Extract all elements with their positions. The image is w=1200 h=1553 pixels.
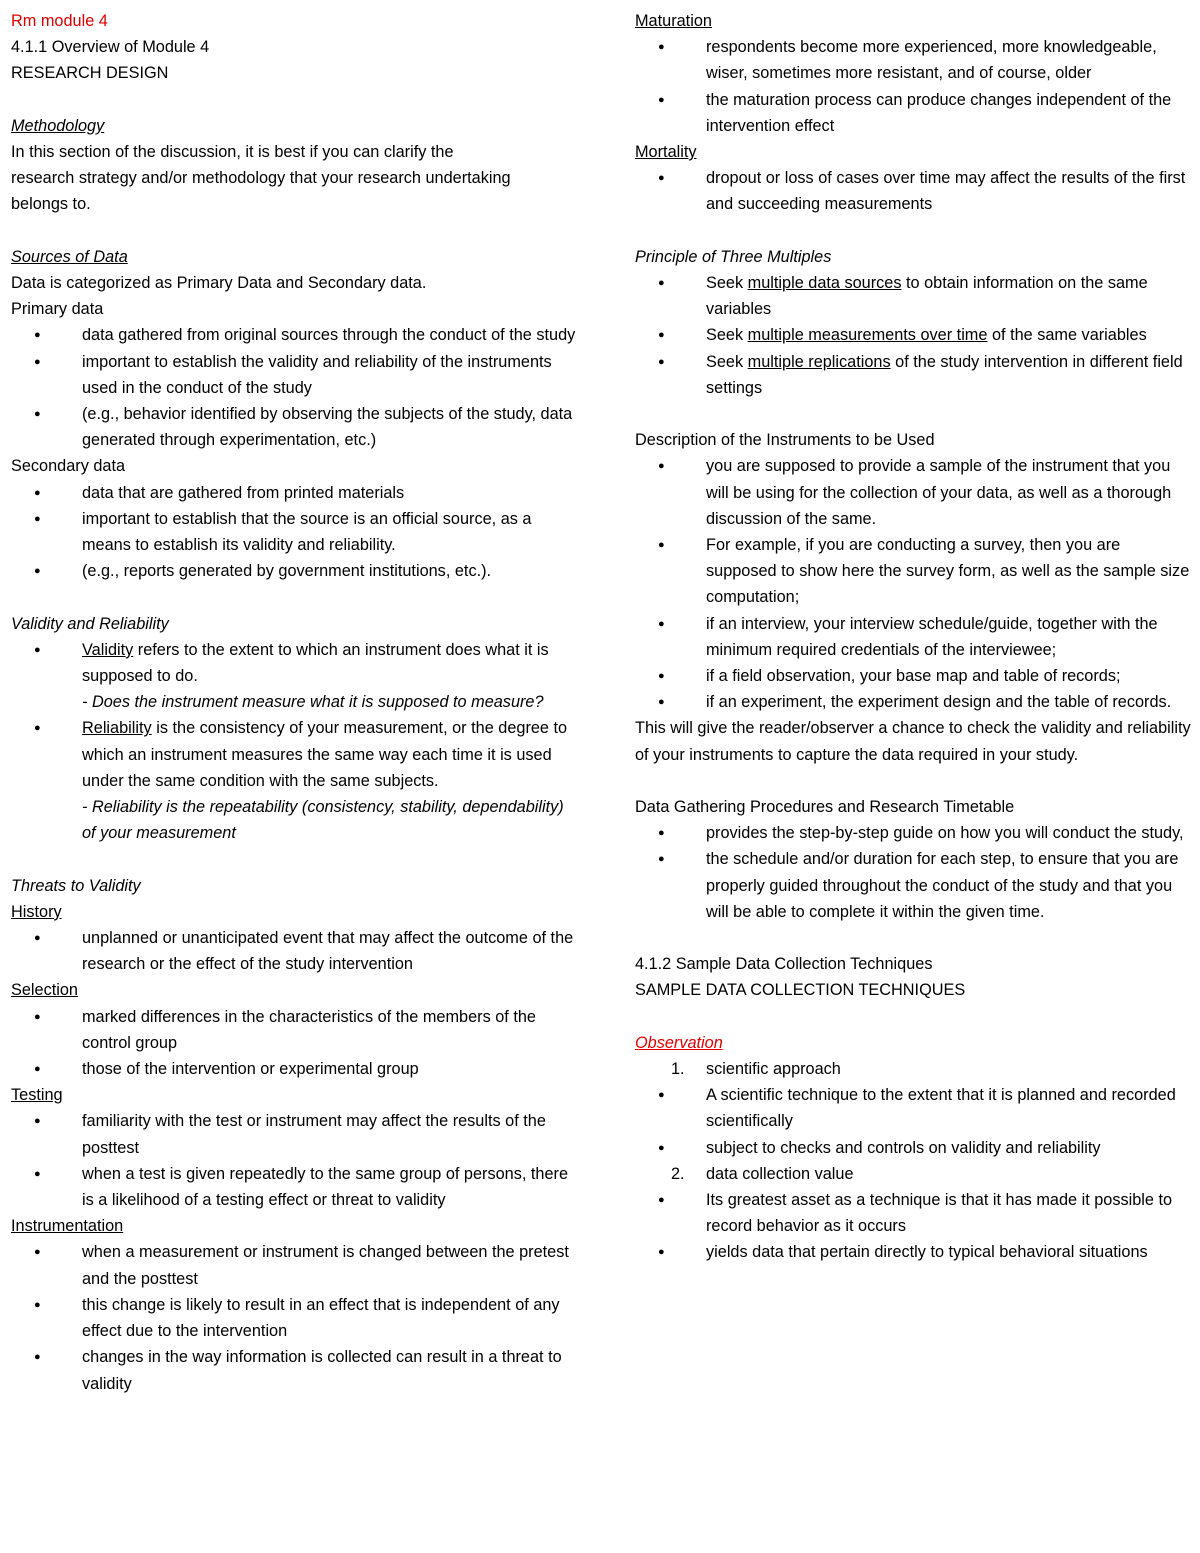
list-item: ● A scientific technique to the extent that it is planned and recorded scientifically bbox=[635, 1082, 1195, 1134]
list-item: ● if an interview, your interview schedule/guide, together with the minimum required credentials of the interviewee; bbox=[635, 611, 1195, 663]
history-list bbox=[11, 925, 576, 977]
item-text: of the same variables bbox=[987, 326, 1147, 345]
section-heading-sample: 4.1.2 Sample Data Collection Techniques bbox=[635, 955, 933, 974]
list-item: ● dropout or loss of cases over time may affect the results of the first and succeeding measurements bbox=[635, 165, 1195, 217]
sources-intro: Data is categorized as Primary Data and Secondary data. bbox=[11, 274, 427, 292]
item-number: 2. bbox=[671, 1164, 685, 1183]
validity-text: refers to the extent to which an instrument does what it is supposed to do. bbox=[82, 640, 549, 686]
list-item: ● changes in the way information is collected can result in a threat to validity bbox=[11, 1344, 576, 1396]
observation-heading: Observation bbox=[635, 1033, 723, 1052]
reliability-note: - Reliability is the repeatability (consistency, stability, dependability) of your measurement bbox=[82, 798, 564, 843]
three-multiples-heading: Principle of Three Multiples bbox=[635, 247, 832, 266]
numbered-item bbox=[635, 1161, 1195, 1187]
reliability-text: is the consistency of your measurement, or the degree to which an instrument measures the same way each time it is used under the same condition with the same subjects. bbox=[82, 719, 568, 790]
instrumentation-list bbox=[11, 1239, 576, 1396]
methodology-text: In this section of the discussion, it is best if you can clarify the research strategy and/or methodology that your research undertaking belongs to. bbox=[11, 143, 511, 214]
maturation-label: Maturation bbox=[635, 12, 712, 30]
list-item: ● data that are gathered from printed materials bbox=[11, 480, 576, 506]
list-item: ● subject to checks and controls on validity and reliability bbox=[635, 1135, 1195, 1161]
testing-list bbox=[11, 1108, 576, 1213]
seek-word: Seek bbox=[706, 274, 748, 293]
methodology-heading: Methodology bbox=[11, 116, 105, 135]
list-item: ● For example, if you are conducting a survey, then you are supposed to show here the survey form, as well as the sample size computation; bbox=[635, 532, 1195, 611]
instrumentation-label: Instrumentation bbox=[11, 1217, 124, 1236]
procedures-list bbox=[635, 820, 1195, 925]
list-item: ● those of the intervention or experimental group bbox=[11, 1056, 576, 1082]
list-item: ● the schedule and/or duration for each step, to ensure that you are properly guided throughout the conduct of the study and that you will be able to complete it within the given time. bbox=[635, 846, 1195, 925]
validity-term: Validity bbox=[82, 640, 134, 659]
list-item: ● important to establish the validity and reliability of the instruments used in the conduct of the study bbox=[11, 349, 576, 401]
threats-heading: Threats to Validity bbox=[11, 876, 141, 895]
mortality-list bbox=[635, 165, 1195, 217]
multiple-measurements: multiple measurements over time bbox=[747, 326, 988, 345]
selection-label: Selection bbox=[11, 981, 78, 1000]
reliability-term: Reliability bbox=[82, 719, 152, 738]
sources-heading: Sources of Data bbox=[11, 247, 128, 266]
list-item: ● Its greatest asset as a technique is that it has made it possible to record behavior as it occurs bbox=[635, 1187, 1195, 1239]
three-multiples-list bbox=[635, 270, 1195, 401]
list-item: ● you are supposed to provide a sample of the instrument that you will be using for the collection of your data, as well as a thorough discussion of the same. bbox=[635, 453, 1195, 532]
right-column bbox=[635, 8, 1195, 1266]
multiple-replications: multiple replications bbox=[747, 352, 891, 371]
instruments-closing: This will give the reader/observer a chance to check the validity and reliability of your instruments to capture the data required in your study. bbox=[635, 719, 1191, 764]
sample-techniques-heading: SAMPLE DATA COLLECTION TECHNIQUES bbox=[635, 981, 966, 1000]
list-item: ● provides the step-by-step guide on how you will conduct the study, bbox=[635, 820, 1195, 846]
instruments-list bbox=[635, 453, 1195, 715]
secondary-data-label: Secondary data bbox=[11, 457, 126, 476]
secondary-data-list bbox=[11, 480, 576, 585]
mortality-label: Mortality bbox=[635, 143, 697, 162]
research-design-heading: RESEARCH DESIGN bbox=[11, 64, 169, 83]
list-item: ● familiarity with the test or instrument may affect the results of the posttest bbox=[11, 1108, 576, 1160]
reliability-item bbox=[11, 715, 576, 846]
validity-note: - Does the instrument measure what it is supposed to measure? bbox=[82, 693, 544, 712]
multiple-data-sources: multiple data sources bbox=[747, 274, 902, 293]
module-title: Rm module 4 bbox=[11, 12, 108, 30]
procedures-heading: Data Gathering Procedures and Research Timetable bbox=[635, 798, 1015, 817]
item-text: of the study intervention in different field settings bbox=[706, 352, 1183, 397]
testing-label: Testing bbox=[11, 1086, 63, 1105]
seek-word: Seek bbox=[706, 326, 748, 345]
section-heading-overview: 4.1.1 Overview of Module 4 bbox=[11, 38, 210, 57]
list-item: ● if a field observation, your base map and table of records; bbox=[635, 663, 1195, 689]
item-number: 1. bbox=[671, 1060, 685, 1079]
primary-data-list bbox=[11, 322, 576, 453]
validity-list bbox=[11, 637, 576, 847]
list-item: ● when a test is given repeatedly to the same group of persons, there is a likelihood of a testing effect or threat to validity bbox=[11, 1161, 576, 1213]
list-item: ● the maturation process can produce changes independent of the intervention effect bbox=[635, 87, 1195, 139]
numbered-item bbox=[635, 1056, 1195, 1082]
validity-item bbox=[11, 637, 576, 716]
seek-word: Seek bbox=[706, 352, 748, 371]
observation-list bbox=[635, 1056, 1195, 1266]
list-item: ● data gathered from original sources through the conduct of the study bbox=[11, 322, 576, 348]
maturation-list bbox=[635, 34, 1195, 139]
validity-reliability-heading: Validity and Reliability bbox=[11, 614, 169, 633]
list-item bbox=[635, 322, 1195, 348]
primary-data-label: Primary data bbox=[11, 300, 104, 319]
list-item: ● yields data that pertain directly to typical behavioral situations bbox=[635, 1239, 1195, 1265]
list-item bbox=[635, 270, 1195, 322]
instruments-heading: Description of the Instruments to be Used bbox=[635, 431, 935, 450]
list-item: ● when a measurement or instrument is changed between the pretest and the posttest bbox=[11, 1239, 576, 1291]
item-text: to obtain information on the same variables bbox=[706, 274, 1148, 319]
list-item: ● if an experiment, the experiment design and the table of records. bbox=[635, 689, 1195, 715]
item-text: scientific approach bbox=[706, 1060, 841, 1079]
history-label: History bbox=[11, 902, 62, 921]
list-item: ● (e.g., reports generated by government institutions, etc.). bbox=[11, 558, 576, 584]
list-item: ● (e.g., behavior identified by observing the subjects of the study, data generated through experimentation, etc.) bbox=[11, 401, 576, 453]
list-item: ● marked differences in the characteristics of the members of the control group bbox=[11, 1004, 576, 1056]
list-item: ● important to establish that the source is an official source, as a means to establish its validity and reliability. bbox=[11, 506, 576, 558]
list-item: ● respondents become more experienced, more knowledgeable, wiser, sometimes more resistant, and of course, older bbox=[635, 34, 1195, 86]
item-text: data collection value bbox=[706, 1164, 854, 1183]
list-item: ● unplanned or unanticipated event that may affect the outcome of the research or the effect of the study intervention bbox=[11, 925, 576, 977]
left-column bbox=[11, 8, 576, 1397]
selection-list bbox=[11, 1004, 576, 1083]
list-item: ● this change is likely to result in an effect that is independent of any effect due to the intervention bbox=[11, 1292, 576, 1344]
list-item bbox=[635, 349, 1195, 401]
